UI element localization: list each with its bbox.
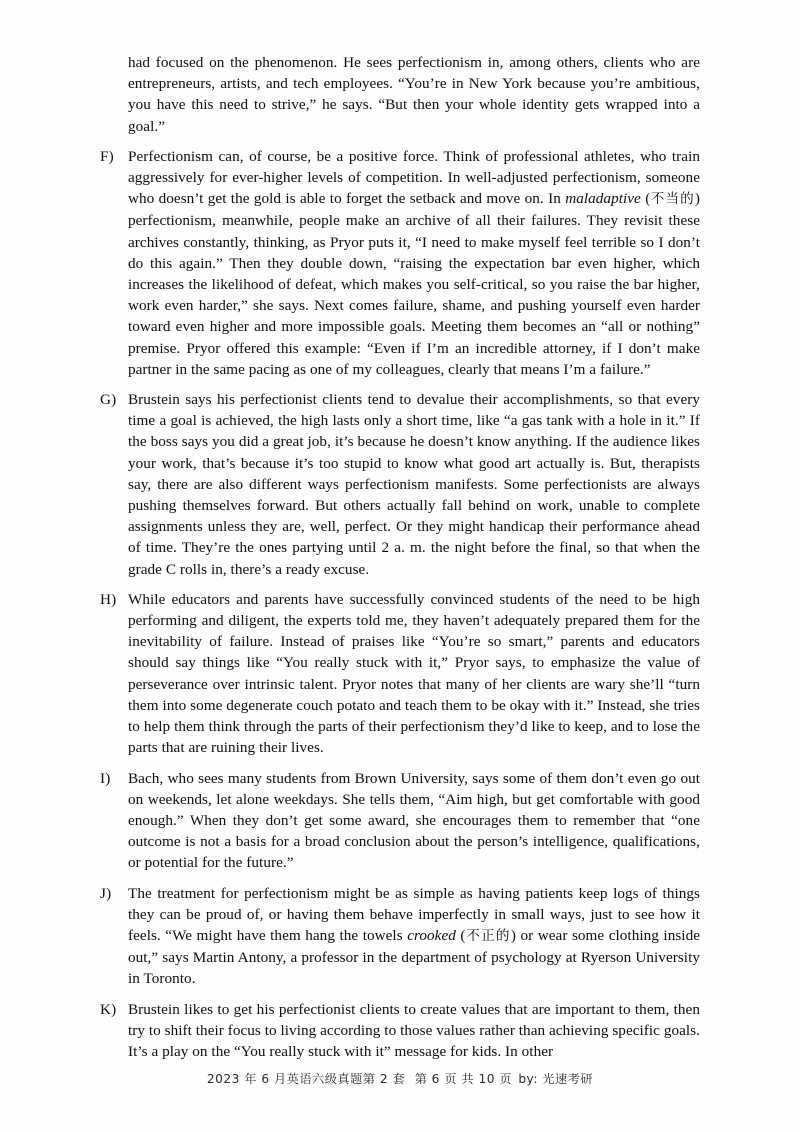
paragraph-g [100,389,700,580]
chinese-gloss-f: 不当的 [650,191,695,208]
paragraph-label-h: H) [100,590,117,608]
chinese-gloss-j: 不正的 [465,927,511,944]
paragraph-label-f: F) [100,147,114,165]
paragraph-text-h: While educators and parents have successfully convinced students of the need to be high performing and diligent, the experts told me, they haven’t adequately prepared them for the inevitability of failure. Instead of praises like “You’re so smart,” parents and educators should say things like “You really stuck with it,” Pryor says, to emphasize the value of perseverance over intrinsic talent. Pryor notes that many of her clients are wary she’ll “turn them into some degenerate couch potato and teach them to be okay with it.” Instead, she tries to help them think through the parts of their perfectionism they’d like to keep, and to lose the parts that are ruining their lives. [128,590,700,757]
paragraph-j-text-part2: or wear some clothing inside out,” says Martin Antony, a professor in the department of psychology at Ryerson University in Toronto. [128,926,701,988]
passage-body [100,52,700,1071]
paragraph-text: had focused on the phenomenon. He sees perfectionism in, among others, clients who are entrepreneurs, artists, and tech employees. “You’re in New York because you’re ambitious, you have this need to strive,” he says. “But then your whole identity gets wrapped into a goal.” [128,54,700,135]
page-footer [0,1070,800,1087]
paragraph-f-text-part2: perfectionism, meanwhile, people make an archive of all their failures. They revisit these archives constantly, thinking, as Pryor puts it, “I need to make myself feel terrible so I don’t do this again.” Then they double down, “raising the expectation bar even higher, which increases the likelihood of defeat, which makes you self-critical, so you raise the bar higher, work even harder,” she says. Next comes failure, shame, and pushing yourself even harder toward even higher and more impossible goals. Meeting them becomes an “all or nothing” premise. Pryor offered this example: “Even if I’m an incredible attorney, if I don’t make partner in the same pacing as one of my colleagues, clearly that means I’m a failure.” [128,212,700,378]
italic-term-crooked: crooked [407,926,456,944]
paragraph-text-f [128,146,700,380]
italic-term-maladaptive: maladaptive [565,190,641,208]
paragraph-text-j [128,883,700,990]
paragraph-f-text-part1: Perfectionism can, of course, be a positive force. Think of professional athletes, who train aggressively for ever-higher levels of competition. In well-adjusted perfectionism, someone who doesn’t get the gold is able to forget the setback and move on. In [128,147,700,208]
paragraph-text-k: Brustein likes to get his perfectionist clients to create values that are important to them, then try to shift their focus to living according to those values rather than achieving specific goals. It’s a play on the “You really stuck with it” message for kids. In other [128,1000,700,1060]
footer-page-info: 第 6 页 共 10 页 [414,1072,513,1086]
paragraph-text-g: Brustein says his perfectionist clients tend to devalue their accomplishments, so that every time a goal is achieved, the high lasts only a short time, like “a gas tank with a hole in it.” If the boss says you did a great job, it’s because he doesn’t know anything. If the audience likes your work, that’s because it’s too stupid to know what good art actually is. But, therapists say, there are also different ways perfectionism manifests. Some perfectionists are always pushing themselves forward. But others actually fall behind on work, unable to complete assignments unless they are, well, perfect. Or they might handicap their performance ahead of time. They’re the ones partying until 2 a. m. the night before the final, so that when the grade C rolls in, there’s a ready excuse. [128,391,700,578]
paragraph-label-k: K) [100,1000,117,1018]
gloss-open-paren-j: ( [455,926,466,944]
footer-credit: by: 光速考研 [518,1072,594,1086]
paragraph-f [100,146,700,380]
gloss-close-paren-j: ) [510,926,521,944]
gloss-close-paren-f: ) [694,190,700,208]
paragraph-label-j: J) [100,884,112,902]
paragraph-h [100,589,700,759]
paragraph-label-i: I) [100,769,111,787]
paragraph-j [100,883,700,990]
paragraph-text-i: Bach, who sees many students from Brown University, says some of them don’t even go out on weekends, let alone weekdays. She tells them, “Aim high, but get comfortable with good enough.” When they don’t get some award, she encourages them to remember that “one outcome is not a basis for a broad conclusion about the person’s intelligence, qualifications, or potential for the future.” [128,769,700,872]
paragraph-i [100,768,700,874]
paragraph-label-g: G) [100,391,117,409]
paragraph-k [100,999,700,1063]
paragraph-j-text-part1: The treatment for perfectionism might be as simple as having patients keep logs of things they can be proud of, or having them behave imperfectly in small ways, just to see how it feels. “We might have them hang the towels [128,884,700,944]
paragraph-continuation [100,52,700,137]
footer-exam-title: 2023 年 6 月英语六级真题第 2 套 [206,1072,406,1086]
gloss-open-paren-f: ( [640,190,651,208]
